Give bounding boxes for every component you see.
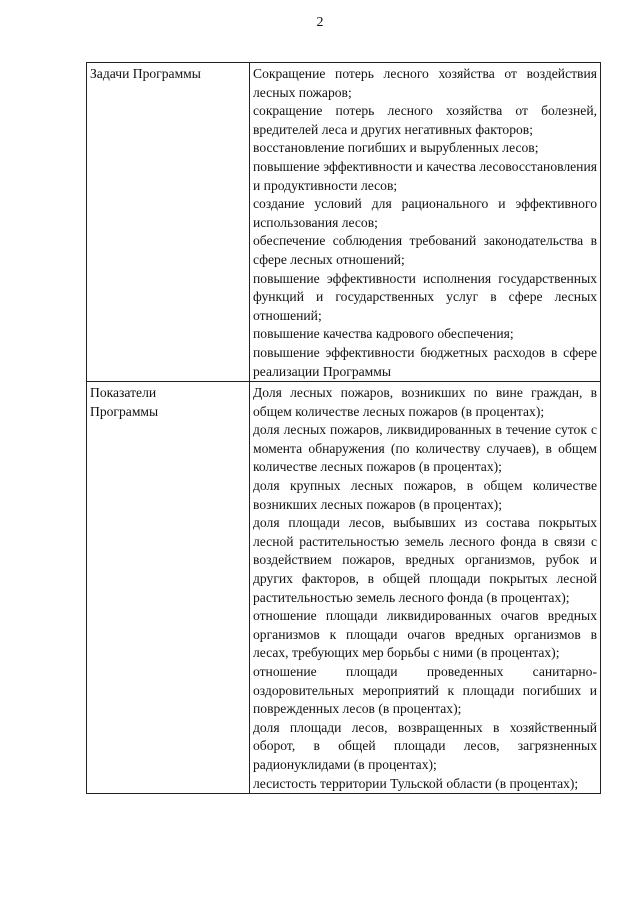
row-label-tasks bbox=[87, 63, 250, 382]
indicator-item: лесистость территории Тульской области (в процентах); bbox=[253, 775, 579, 791]
indicator-item: отношение площади проведенных санитарно-оздоровительных мероприятий к площади погибших и поврежденных лесов (в процентах); bbox=[253, 664, 597, 717]
indicator-item: отношение площади ликвидированных очагов вредных организмов к площади очагов вредных организмов в лесах, требующих мер борьбы с ними (в процентах); bbox=[253, 608, 597, 661]
task-item: сокращение потерь лесного хозяйства от болезней, вредителей леса и других негативных факторов; bbox=[253, 103, 597, 137]
indicator-item: доля площади лесов, возвращенных в хозяйственный оборот, в общей площади лесов, загрязненных радионуклидами (в процентах); bbox=[253, 719, 597, 772]
page-number: 2 bbox=[316, 15, 324, 30]
indicator-item: Доля лесных пожаров, возникших по вине граждан, в общем количестве лесных пожаров (в процентах); bbox=[253, 385, 597, 419]
task-item: повышение качества кадрового обеспечения; bbox=[253, 326, 514, 342]
row-label-text: Программы bbox=[90, 403, 159, 419]
program-table bbox=[86, 62, 601, 794]
row-label-text: Задачи Программы bbox=[90, 66, 201, 81]
row-label-text: Показатели bbox=[90, 385, 157, 401]
task-item: Сокращение потерь лесного хозяйства от воздействия лесных пожаров; bbox=[253, 66, 597, 100]
task-item: повышение эффективности и качества лесовосстановления и продуктивности лесов; bbox=[253, 158, 597, 193]
row-content-tasks bbox=[250, 63, 601, 382]
table-row-indicators bbox=[87, 382, 601, 794]
indicator-item: доля площади лесов, выбывших из состава покрытых лесной растительностью земель лесного фонда в связи с воздействием пожаров, вредных организмов, рубок и других факторов, в общей площади покрытых лесной растительностью земель лесного фонда (в процентах); bbox=[253, 515, 597, 605]
task-item: повышение эффективности исполнения государственных функций и государственных услуг в сфере лесных отношений; bbox=[253, 270, 597, 323]
task-item: обеспечение соблюдения требований законодательства в сфере лесных отношений; bbox=[253, 233, 597, 267]
task-item: создание условий для рационального и эффективного использования лесов; bbox=[253, 196, 597, 230]
indicator-item: доля крупных лесных пожаров, в общем количестве возникших лесных пожаров (в процентах); bbox=[253, 478, 597, 512]
task-item: восстановление погибших и вырубленных лесов; bbox=[253, 140, 539, 156]
task-item: повышение эффективности бюджетных расходов в сфере реализации Программы bbox=[253, 344, 597, 379]
row-content-indicators bbox=[250, 382, 601, 794]
indicator-item: доля лесных пожаров, ликвидированных в течение суток с момента обнаружения (по количеству случаев), в общем количестве лесных пожаров (в процентах); bbox=[253, 422, 597, 475]
row-label-indicators bbox=[87, 382, 250, 794]
table-row-tasks bbox=[87, 63, 601, 382]
